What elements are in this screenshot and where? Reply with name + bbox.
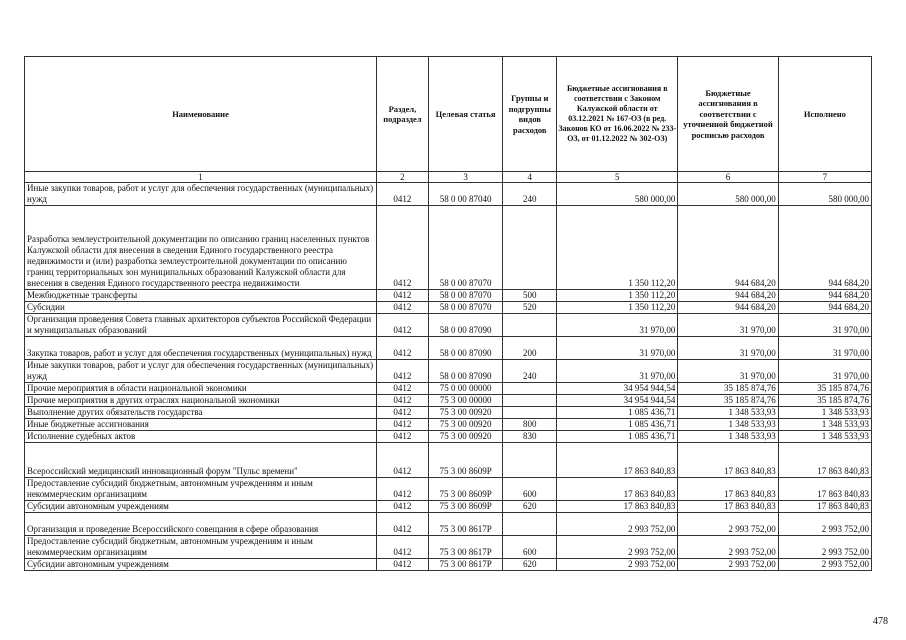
- row-razdel: 0412: [377, 337, 429, 360]
- row-done: 17 863 840,83: [778, 443, 871, 478]
- table-row: [25, 501, 872, 513]
- header-law: Бюджетные ассигнования в соответствии с Законом Калужской области от 03.12.2021 № 167-ОЗ (в ред. Законов КО от 16.06.2022 № 233-ОЗ, от 01.12.2022 № 302-ОЗ): [557, 57, 678, 172]
- row-done: 17 863 840,83: [778, 501, 871, 513]
- row-statya: 75 3 00 8617Р: [428, 513, 503, 536]
- row-done: 31 970,00: [778, 337, 871, 360]
- row-vid: [503, 513, 557, 536]
- row-name: Прочие мероприятия в других отраслях национальной экономики: [25, 395, 377, 407]
- row-name: Выполнение других обязательств государства: [25, 407, 377, 419]
- row-statya: 75 0 00 00000: [428, 383, 503, 395]
- row-done: 1 348 533,93: [778, 407, 871, 419]
- row-razdel: 0412: [377, 536, 429, 559]
- table-row: [25, 314, 872, 337]
- budget-table: [24, 56, 872, 571]
- row-razdel: 0412: [377, 419, 429, 431]
- row-vid: 240: [503, 183, 557, 206]
- row-done: 944 684,20: [778, 206, 871, 290]
- row-rospis: 17 863 840,83: [678, 443, 778, 478]
- header-name: Наименование: [25, 57, 377, 172]
- row-rospis: 35 185 874,76: [678, 395, 778, 407]
- row-law: 2 993 752,00: [557, 559, 678, 571]
- row-law: 34 954 944,54: [557, 395, 678, 407]
- row-rospis: 2 993 752,00: [678, 513, 778, 536]
- row-done: 17 863 840,83: [778, 478, 871, 501]
- row-statya: 75 3 00 8617Р: [428, 559, 503, 571]
- page-number: 478: [873, 616, 888, 627]
- row-vid: 500: [503, 290, 557, 302]
- table-row: [25, 513, 872, 536]
- row-done: 580 000,00: [778, 183, 871, 206]
- header-statya: Целевая статья: [428, 57, 503, 172]
- row-done: 31 970,00: [778, 314, 871, 337]
- column-number-row: [25, 172, 872, 183]
- row-statya: 75 3 00 8617Р: [428, 536, 503, 559]
- row-statya: 58 0 00 87090: [428, 314, 503, 337]
- row-done: 35 185 874,76: [778, 383, 871, 395]
- row-law: 580 000,00: [557, 183, 678, 206]
- row-statya: 58 0 00 87090: [428, 337, 503, 360]
- col-number: 1: [25, 172, 377, 183]
- row-statya: 58 0 00 87090: [428, 360, 503, 383]
- row-law: 17 863 840,83: [557, 478, 678, 501]
- row-name: Субсидии: [25, 302, 377, 314]
- table-row: [25, 443, 872, 478]
- row-name: Предоставление субсидий бюджетным, автономным учреждениям и иным некоммерческим организациям: [25, 478, 377, 501]
- row-razdel: 0412: [377, 407, 429, 419]
- header-razdel: Раздел, подраздел: [377, 57, 429, 172]
- row-statya: 58 0 00 87070: [428, 206, 503, 290]
- col-number: 2: [377, 172, 429, 183]
- row-law: 1 350 112,20: [557, 290, 678, 302]
- row-done: 2 993 752,00: [778, 559, 871, 571]
- table-row: [25, 407, 872, 419]
- row-razdel: 0412: [377, 501, 429, 513]
- row-vid: 600: [503, 478, 557, 501]
- table-body: [25, 183, 872, 571]
- row-statya: 75 3 00 00920: [428, 431, 503, 443]
- row-statya: 75 3 00 00000: [428, 395, 503, 407]
- row-name: Организация и проведение Всероссийского совещания в сфере образования: [25, 513, 377, 536]
- table-row: [25, 431, 872, 443]
- row-razdel: 0412: [377, 183, 429, 206]
- table-row: [25, 383, 872, 395]
- row-vid: 620: [503, 559, 557, 571]
- table-row: [25, 206, 872, 290]
- row-rospis: 31 970,00: [678, 360, 778, 383]
- table-row: [25, 419, 872, 431]
- row-vid: 830: [503, 431, 557, 443]
- row-law: 2 993 752,00: [557, 536, 678, 559]
- row-done: 2 993 752,00: [778, 513, 871, 536]
- row-statya: 58 0 00 87070: [428, 290, 503, 302]
- row-law: 31 970,00: [557, 360, 678, 383]
- row-vid: 200: [503, 337, 557, 360]
- row-vid: 800: [503, 419, 557, 431]
- table-row: [25, 536, 872, 559]
- row-vid: [503, 443, 557, 478]
- row-law: 17 863 840,83: [557, 501, 678, 513]
- row-statya: 75 3 00 8609Р: [428, 443, 503, 478]
- row-done: 31 970,00: [778, 360, 871, 383]
- row-rospis: 2 993 752,00: [678, 536, 778, 559]
- row-name: Межбюджетные трансферты: [25, 290, 377, 302]
- row-law: 1 350 112,20: [557, 302, 678, 314]
- table-row: [25, 183, 872, 206]
- col-number: 7: [778, 172, 871, 183]
- row-statya: 58 0 00 87040: [428, 183, 503, 206]
- table-row: [25, 360, 872, 383]
- row-rospis: 1 348 533,93: [678, 407, 778, 419]
- col-number: 5: [557, 172, 678, 183]
- header-row: [25, 57, 872, 172]
- row-vid: [503, 314, 557, 337]
- row-done: 2 993 752,00: [778, 536, 871, 559]
- row-rospis: 1 348 533,93: [678, 419, 778, 431]
- row-law: 1 085 436,71: [557, 407, 678, 419]
- header-vid: Группы и подгруппы видов расходов: [503, 57, 557, 172]
- row-vid: [503, 395, 557, 407]
- row-statya: 75 3 00 00920: [428, 419, 503, 431]
- table-row: [25, 559, 872, 571]
- row-name: Иные закупки товаров, работ и услуг для обеспечения государственных (муниципальных) нужд: [25, 183, 377, 206]
- row-law: 31 970,00: [557, 314, 678, 337]
- row-law: 31 970,00: [557, 337, 678, 360]
- row-name: Всероссийский медицинский инновационный форум "Пульс времени": [25, 443, 377, 478]
- row-rospis: 17 863 840,83: [678, 501, 778, 513]
- row-name: Субсидии автономным учреждениям: [25, 501, 377, 513]
- row-vid: 620: [503, 501, 557, 513]
- row-name: Закупка товаров, работ и услуг для обеспечения государственных (муниципальных) нужд: [25, 337, 377, 360]
- row-law: 1 085 436,71: [557, 419, 678, 431]
- row-law: 2 993 752,00: [557, 513, 678, 536]
- row-statya: 75 3 00 8609Р: [428, 501, 503, 513]
- row-rospis: 944 684,20: [678, 302, 778, 314]
- row-done: 944 684,20: [778, 290, 871, 302]
- row-name: Исполнение судебных актов: [25, 431, 377, 443]
- row-razdel: 0412: [377, 478, 429, 501]
- row-law: 34 954 944,54: [557, 383, 678, 395]
- row-statya: 75 3 00 8609Р: [428, 478, 503, 501]
- row-vid: [503, 407, 557, 419]
- row-name: Иные бюджетные ассигнования: [25, 419, 377, 431]
- row-rospis: 35 185 874,76: [678, 383, 778, 395]
- row-rospis: 1 348 533,93: [678, 431, 778, 443]
- row-vid: 600: [503, 536, 557, 559]
- col-number: 4: [503, 172, 557, 183]
- row-razdel: 0412: [377, 443, 429, 478]
- row-razdel: 0412: [377, 383, 429, 395]
- header-done: Исполнено: [778, 57, 871, 172]
- row-law: 1 350 112,20: [557, 206, 678, 290]
- row-rospis: 944 684,20: [678, 206, 778, 290]
- row-rospis: 2 993 752,00: [678, 559, 778, 571]
- row-name: Иные закупки товаров, работ и услуг для обеспечения государственных (муниципальных) нужд: [25, 360, 377, 383]
- table-row: [25, 290, 872, 302]
- row-name: Предоставление субсидий бюджетным, автономным учреждениям и иным некоммерческим организациям: [25, 536, 377, 559]
- row-name: Прочие мероприятия в области национальной экономики: [25, 383, 377, 395]
- row-statya: 75 3 00 00920: [428, 407, 503, 419]
- table-row: [25, 478, 872, 501]
- header-rospis: Бюджетные ассигнования в соответствии с уточненной бюджетной росписью расходов: [678, 57, 778, 172]
- row-rospis: 580 000,00: [678, 183, 778, 206]
- row-vid: [503, 206, 557, 290]
- row-razdel: 0412: [377, 513, 429, 536]
- row-razdel: 0412: [377, 314, 429, 337]
- row-rospis: 944 684,20: [678, 290, 778, 302]
- row-law: 17 863 840,83: [557, 443, 678, 478]
- row-rospis: 17 863 840,83: [678, 478, 778, 501]
- table-row: [25, 395, 872, 407]
- row-vid: [503, 383, 557, 395]
- row-rospis: 31 970,00: [678, 314, 778, 337]
- row-name: Организация проведения Совета главных архитекторов субъектов Российской Федерации и муниципальных образований: [25, 314, 377, 337]
- row-done: 1 348 533,93: [778, 419, 871, 431]
- row-razdel: 0412: [377, 559, 429, 571]
- row-rospis: 31 970,00: [678, 337, 778, 360]
- row-name: Субсидии автономным учреждениям: [25, 559, 377, 571]
- row-done: 35 185 874,76: [778, 395, 871, 407]
- row-done: 1 348 533,93: [778, 431, 871, 443]
- col-number: 6: [678, 172, 778, 183]
- table-row: [25, 337, 872, 360]
- row-statya: 58 0 00 87070: [428, 302, 503, 314]
- row-razdel: 0412: [377, 395, 429, 407]
- row-done: 944 684,20: [778, 302, 871, 314]
- row-razdel: 0412: [377, 206, 429, 290]
- row-vid: 240: [503, 360, 557, 383]
- col-number: 3: [428, 172, 503, 183]
- row-razdel: 0412: [377, 360, 429, 383]
- row-law: 1 085 436,71: [557, 431, 678, 443]
- row-name: Разработка землеустроительной документации по описанию границ населенных пунктов Калужской области для внесения в сведения Единого государственного реестра недвижимости и (или) разработка землеустроительной документации по описанию границ территориальных зон муниципальных образований Калужской области для внесения в сведения Единого государственного реестра недвижимости: [25, 206, 377, 290]
- row-vid: 520: [503, 302, 557, 314]
- table-row: [25, 302, 872, 314]
- row-razdel: 0412: [377, 431, 429, 443]
- row-razdel: 0412: [377, 302, 429, 314]
- row-razdel: 0412: [377, 290, 429, 302]
